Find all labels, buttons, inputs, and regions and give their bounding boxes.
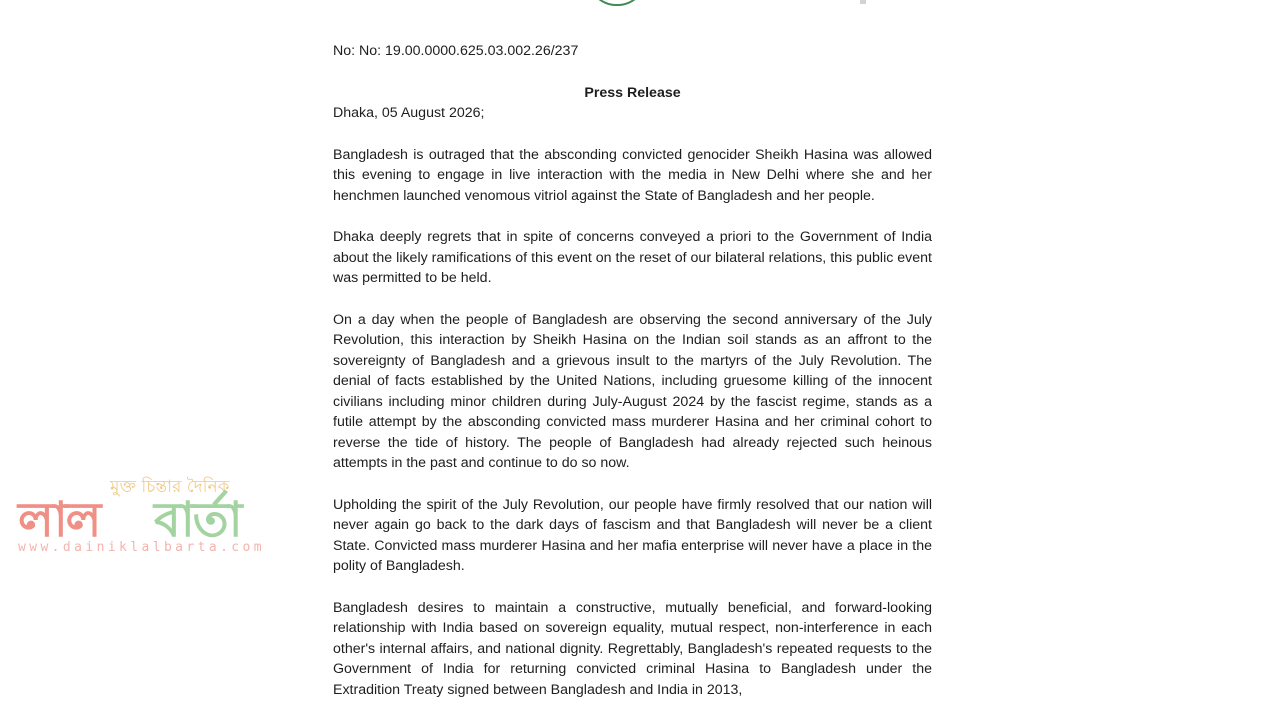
date-line: Dhaka, 05 August 2026;	[333, 105, 485, 121]
emblem-seal	[588, 0, 646, 6]
paragraph-regret: Dhaka deeply regrets that in spite of concerns conveyed a priori to the Government of India about the likely ramifications of this event on the reset of our bilateral relations, this public event was permitted to be held.	[333, 229, 932, 286]
press-release-document	[333, 41, 932, 720]
paragraph-outrage: Bangladesh is outraged that the absconding convicted genocider Sheikh Hasina was allowed this evening to engage in live interaction with the media in New Delhi where she and her henchmen launched venomous vitriol against the State of Bangladesh and her people.	[333, 146, 932, 204]
watermark-url: www.dainiklalbarta.com	[18, 540, 265, 555]
header-mark	[860, 0, 866, 4]
watermark-word-barta: বার্তা	[154, 492, 241, 548]
paragraph-bilateral-relations: Bangladesh desires to maintain a constructive, mutually beneficial, and forward-looking relationship with India based on sovereign equality, mutual respect, non-interference in each other's internal affairs, and national dignity. Regrettably, Bangladesh's repeated requests to the Government of India for returning convicted criminal Hasina to Bangladesh under the Extradition Treaty signed between Bangladesh and India in 2013,	[333, 599, 932, 698]
watermark-tagline: মুক্ত চিন্তার দৈনিক	[110, 477, 230, 497]
paragraph-july-revolution: Upholding the spirit of the July Revolution, our people have firmly resolved that our nation will never again go back to the dark days of fascism and that Bangladesh will never be a client State. Convicted mass murderer Hasina and her mafia enterprise will never have a place in the polity of Bangladesh.	[333, 496, 932, 574]
document-title: Press Release	[584, 84, 681, 101]
reference-number: No: No: 19.00.0000.625.03.002.26/237	[333, 43, 579, 59]
paragraph-anniversary: On a day when the people of Bangladesh are observing the second anniversary of the July Revolution, this interaction by Sheikh Hasina on the Indian soil stands as an affront to the sovereignty of Bangladesh and a grievous insult to the martyrs of the July Revolution. The denial of facts established by the United Nations, including gruesome killing of the innocent civilians including minor children during July-August 2024 by the fascist regime, stands as a futile attempt by the absconding convicted mass murderer Hasina and her criminal cohort to reverse the tide of history. The people of Bangladesh had already rejected such heinous attempts in the past and continue to do so now.	[333, 311, 932, 471]
watermark-logo	[18, 474, 290, 558]
watermark-word-lal: লাল	[18, 492, 100, 548]
